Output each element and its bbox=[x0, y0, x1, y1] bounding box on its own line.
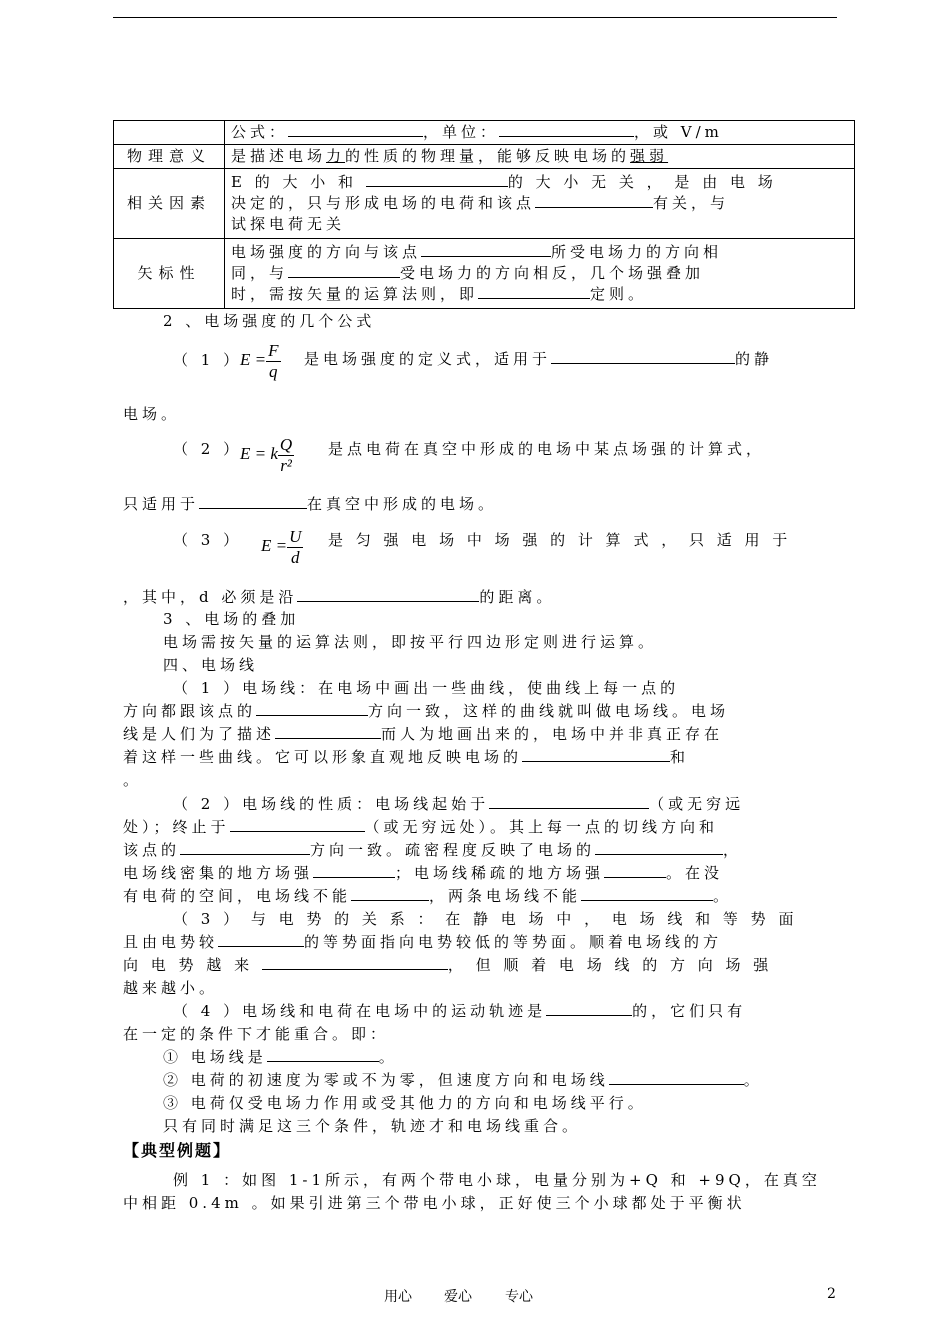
blank bbox=[609, 1070, 744, 1085]
blank bbox=[489, 794, 649, 809]
table-row bbox=[114, 145, 855, 169]
paragraph-line: 方向都跟该点的 方向一致，这样的曲线就叫做电场线。电场 bbox=[123, 702, 730, 720]
formula-2-num: （ 2 ） bbox=[173, 440, 243, 458]
row-label: 矢标性 bbox=[114, 239, 225, 309]
condition-1: ① 电场线是 。 bbox=[163, 1048, 398, 1066]
paragraph-line: 电场线密集的地方场强 ；电场线稀疏的地方场强 。在没 bbox=[123, 864, 724, 882]
paragraph-line: 线是人们为了描述 而人为地画出来的，电场中并非真正存在 bbox=[123, 725, 724, 743]
blank bbox=[499, 122, 634, 137]
table-row bbox=[114, 121, 855, 145]
blank bbox=[366, 172, 508, 187]
blank bbox=[595, 840, 723, 855]
section-title: 四、电场线 bbox=[163, 656, 259, 674]
blank bbox=[267, 1047, 379, 1062]
blank bbox=[546, 1001, 632, 1016]
paragraph: 电场需按矢量的运算法则，即按平行四边形定则进行运算。 bbox=[163, 633, 658, 651]
paragraph-line: 且由电势较 的等势面指向电势较低的等势面。顺着电场线的方 bbox=[123, 933, 723, 951]
paragraph-line: 着这样一些曲线。它可以形象直观地反映电场的 和 bbox=[123, 748, 690, 766]
formula-1-text: 是电场强度的定义式，适用于 的静 bbox=[304, 350, 774, 368]
blank bbox=[522, 747, 670, 762]
blank bbox=[180, 840, 310, 855]
blank bbox=[262, 955, 448, 970]
table-cell: E 的 大 小 和 的 大 小 无 关 ， 是 由 电 场 决定的，只与形成电场的电荷和该点 有关，与 试探电荷无关 bbox=[225, 169, 855, 239]
formula-3: E = $\frac{U}{d}$ bbox=[261, 526, 302, 567]
formula-1: E = $\frac{F}{q}$ bbox=[240, 340, 279, 381]
blank bbox=[478, 284, 590, 299]
paragraph-line: 向 电 势 越 来 ， 但 顺 着 电 场 线 的 方 向 场 强 bbox=[123, 956, 773, 974]
blank bbox=[288, 263, 400, 278]
formula-1-cont: 电场。 bbox=[123, 405, 181, 423]
blank bbox=[604, 863, 666, 878]
field-strength-table bbox=[113, 120, 855, 309]
paragraph-line: 只有同时满足这三个条件，轨迹才和电场线重合。 bbox=[163, 1117, 582, 1135]
row-label: 物理意义 bbox=[114, 145, 225, 169]
blank bbox=[421, 242, 551, 257]
blank bbox=[230, 817, 365, 832]
section-title: 2 、电场强度的几个公式 bbox=[163, 312, 376, 330]
footer-motto: 用心 bbox=[384, 1289, 412, 1305]
blank bbox=[288, 122, 423, 137]
section-title: 3 、电场的叠加 bbox=[163, 610, 300, 628]
formula-2: E = k $\frac{Q}{\text{r²}}$ bbox=[240, 434, 293, 475]
paragraph-line: （ 3 ） 与 电 势 的 关 系 ： 在 静 电 场 中 ， 电 场 线 和 等 势 面 bbox=[173, 910, 798, 928]
paragraph-line: 。 bbox=[123, 771, 143, 789]
row-label: 相关因素 bbox=[114, 169, 225, 239]
formula-1-num: （ 1 ） bbox=[173, 351, 243, 369]
page-number: 2 bbox=[827, 1286, 836, 1302]
table-cell: 电场强度的方向与该点 所受电场力的方向相 同，与 受电场力的方向相反，几个场强叠加 时，需按矢量的运算法则，即 定则。 bbox=[225, 239, 855, 309]
table-cell-empty bbox=[114, 121, 225, 145]
footer-motto: 专心 bbox=[505, 1289, 533, 1305]
blank bbox=[256, 701, 368, 716]
table-cell: 是描述电场力的性质的物理量，能够反映电场的强弱 bbox=[225, 145, 855, 169]
paragraph-line: 处）；终止于 （或无穷远处）。其上每一点的切线方向和 bbox=[123, 818, 719, 836]
blank bbox=[581, 886, 713, 901]
blank bbox=[313, 863, 395, 878]
paragraph-line: （ 1 ）电场线：在电场中画出一些曲线，使曲线上每一点的 bbox=[173, 679, 680, 697]
paragraph-line: （ 4 ）电场线和电荷在电场中的运动轨迹是 的，它们只有 bbox=[173, 1002, 747, 1020]
paragraph-line: 有电荷的空间，电场线不能 ，两条电场线不能 。 bbox=[123, 887, 733, 905]
table-cell: 公式： ，单位： ，或 V/m bbox=[225, 121, 855, 145]
formula-2-text: 是点电荷在真空中形成的电场中某点场强的计算式， bbox=[328, 440, 766, 458]
formula-2-cont: 只适用于 在真空中形成的电场。 bbox=[123, 495, 498, 513]
paragraph-line: 该点的 方向一致。疏密程度反映了电场的 ， bbox=[123, 841, 743, 859]
blank bbox=[218, 932, 304, 947]
blank bbox=[275, 724, 381, 739]
condition-3: ③ 电荷仅受电场力作用或受其他力的方向和电场线平行。 bbox=[163, 1094, 647, 1112]
paragraph-line: 在一定的条件下才能重合。即： bbox=[123, 1025, 390, 1043]
formula-3-num: （ 3 ） bbox=[173, 531, 243, 549]
paragraph-line: 越来越小。 bbox=[123, 979, 219, 997]
condition-2: ② 电荷的初速度为零或不为零，但速度方向和电场线 。 bbox=[163, 1071, 763, 1089]
paragraph-line: （ 2 ）电场线的性质：电场线起始于 （或无穷远 bbox=[173, 795, 745, 813]
table-row bbox=[114, 239, 855, 309]
blank bbox=[351, 886, 429, 901]
formula-3-cont: ，其中，d 必须是沿 的距离。 bbox=[123, 588, 556, 606]
table-row bbox=[114, 169, 855, 239]
blank bbox=[199, 494, 307, 509]
blank bbox=[297, 587, 479, 602]
header-rule bbox=[113, 17, 837, 18]
example-line: 例 1 ：如图 1-1所示，有两个带电小球，电量分别为+Q 和 +9Q，在真空 bbox=[173, 1171, 821, 1189]
blank bbox=[535, 193, 653, 208]
footer-motto: 爱心 bbox=[444, 1289, 472, 1305]
blank bbox=[551, 349, 735, 364]
formula-3-text: 是 匀 强 电 场 中 场 强 的 计 算 式 ， 只 适 用 于 bbox=[328, 531, 792, 549]
examples-heading: 【典型例题】 bbox=[123, 1141, 232, 1160]
example-line: 中相距 0.4m 。如果引进第三个带电小球，正好使三个小球都处于平衡状 bbox=[123, 1194, 746, 1212]
